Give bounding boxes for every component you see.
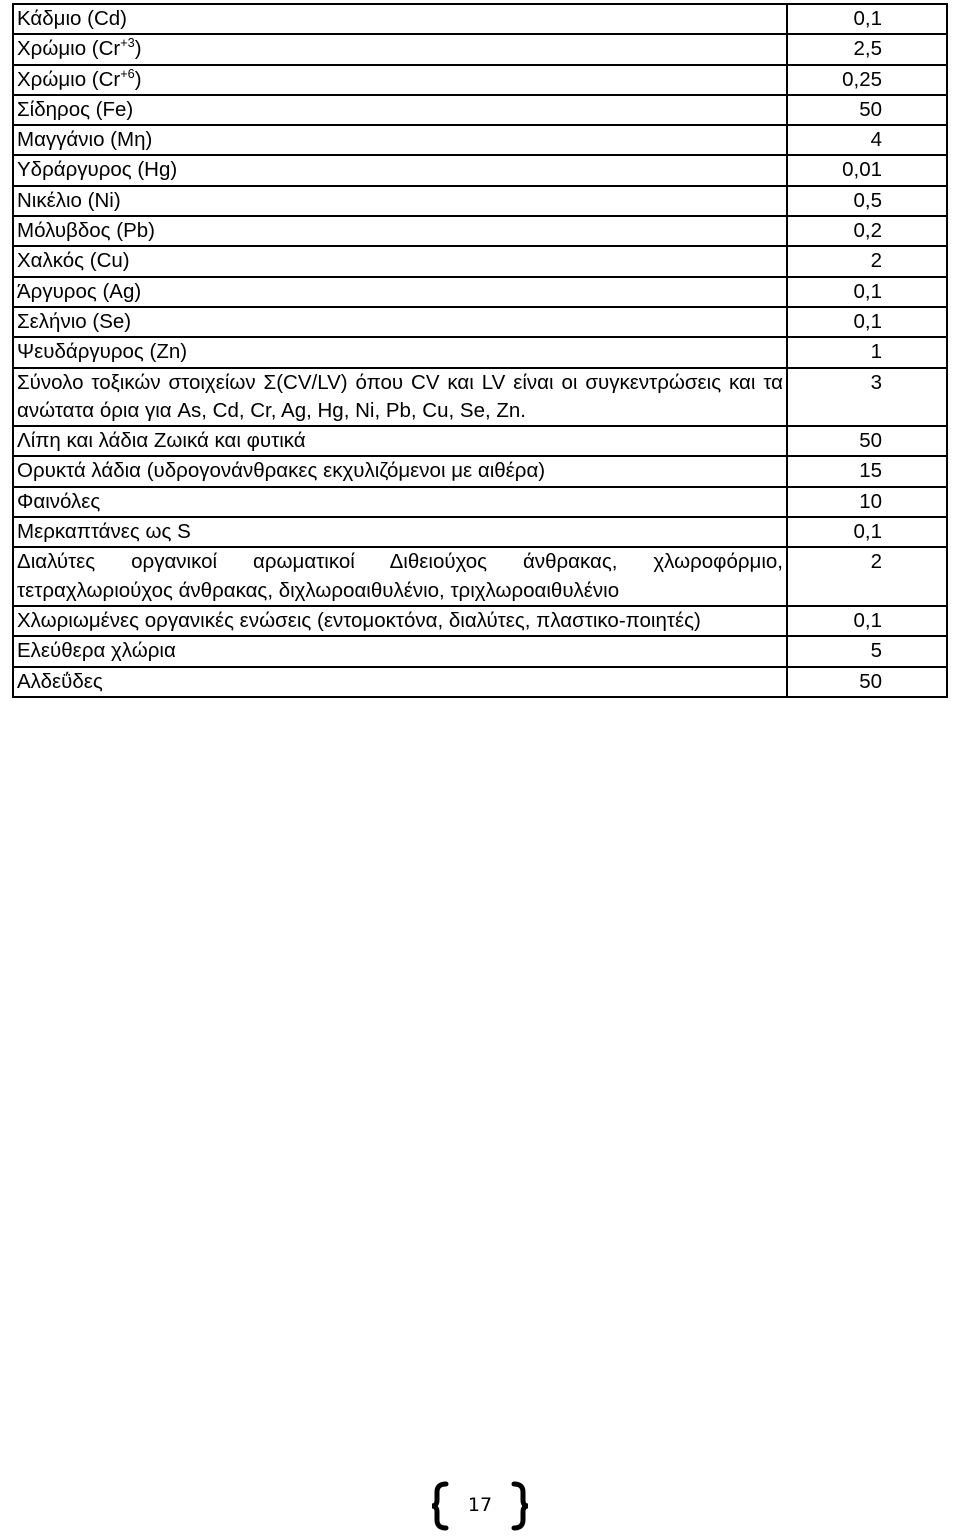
substance-name: Διαλύτες οργανικοί αρωματικοί Διθειούχος άνθρακας, χλωροφόρμιο, τετραχλωριούχος άνθρακας, διχλωροαιθυλένιο, τριχλωροαιθυλένιο: [13, 547, 787, 606]
table-row: [13, 125, 947, 155]
substance-name-text: Χρώμιο (Cr: [17, 37, 121, 61]
substance-name: Χαλκός (Cu): [13, 246, 787, 276]
table-row: [13, 186, 947, 216]
limit-value: 2: [787, 246, 947, 276]
table-row: [13, 95, 947, 125]
limit-value: 3: [787, 368, 947, 427]
table-row: [13, 547, 947, 606]
table-row: [13, 246, 947, 276]
table-row: [13, 155, 947, 185]
page-footer: [0, 1478, 960, 1538]
table-row: [13, 277, 947, 307]
oxidation-state: +6: [120, 65, 135, 81]
substance-name: [13, 34, 787, 64]
substance-name: Χλωριωμένες οργανικές ενώσεις (εντομοκτόνα, διαλύτες, πλαστικο-ποιητές): [13, 606, 787, 636]
limit-value: 50: [787, 667, 947, 697]
substance-name: Κάδμιο (Cd): [13, 4, 787, 34]
limit-value: 10: [787, 487, 947, 517]
table-row: [13, 337, 947, 367]
limit-value: 0,2: [787, 216, 947, 246]
table-row: [13, 307, 947, 337]
table-row: [13, 667, 947, 697]
substance-name: Λίπη και λάδια Ζωικά και φυτικά: [13, 426, 787, 456]
substance-name: Μαγγάνιο (Mη): [13, 125, 787, 155]
limit-value: 2: [787, 547, 947, 606]
substance-name: Σίδηρος (Fe): [13, 95, 787, 125]
page-number: 17: [467, 1494, 493, 1516]
substance-name: Ελεύθερα χλώρια: [13, 636, 787, 666]
table-row: [13, 636, 947, 666]
limits-table: [12, 3, 948, 698]
limit-value: 0,1: [787, 307, 947, 337]
limit-value: 50: [787, 426, 947, 456]
table-row: [13, 368, 947, 427]
limit-value: 2,5: [787, 34, 947, 64]
table-row: [13, 65, 947, 95]
table-row: [13, 34, 947, 64]
substance-name: Σελήνιο (Se): [13, 307, 787, 337]
substance-name: Υδράργυρος (Hg): [13, 155, 787, 185]
substance-name: Μερκαπτάνες ως S: [13, 517, 787, 547]
limit-value: 1: [787, 337, 947, 367]
substance-name: Σύνολο τοξικών στοιχείων Σ(CV/LV) όπου CV και LV είναι οι συγκεντρώσεις και τα ανώτατα όρια για As, Cd, Cr, Ag, Hg, Ni, Pb, Cu, Se, Zn.: [13, 368, 787, 427]
table-row: [13, 606, 947, 636]
limit-value: 0,1: [787, 277, 947, 307]
limit-value: 50: [787, 95, 947, 125]
substance-name: Άργυρος (Ag): [13, 277, 787, 307]
substance-name-suffix: ): [134, 67, 142, 91]
substance-name-suffix: ): [134, 37, 142, 61]
table-row: [13, 4, 947, 34]
substance-name-text: Χρώμιο (Cr: [17, 67, 121, 91]
table-row: [13, 216, 947, 246]
limit-value: 15: [787, 456, 947, 486]
limit-value: 4: [787, 125, 947, 155]
limit-value: 0,1: [787, 517, 947, 547]
limit-value: 0,01: [787, 155, 947, 185]
substance-name: Αλδεΰδες: [13, 667, 787, 697]
oxidation-state: +3: [120, 35, 135, 51]
substance-name: Ψευδάργυρος (Zn): [13, 337, 787, 367]
limit-value: 0,1: [787, 606, 947, 636]
substance-name: Νικέλιο (Ni): [13, 186, 787, 216]
table-row: [13, 487, 947, 517]
substance-name: Φαινόλες: [13, 487, 787, 517]
limit-value: 0,25: [787, 65, 947, 95]
substance-name: Ορυκτά λάδια (υδρογονάνθρακες εκχυλιζόμενοι με αιθέρα): [13, 456, 787, 486]
limit-value: 0,5: [787, 186, 947, 216]
limit-value: 0,1: [787, 4, 947, 34]
limit-value: 5: [787, 636, 947, 666]
table-row: [13, 517, 947, 547]
substance-name: Μόλυβδος (Pb): [13, 216, 787, 246]
substance-name: [13, 65, 787, 95]
table-row: [13, 456, 947, 486]
table-row: [13, 426, 947, 456]
